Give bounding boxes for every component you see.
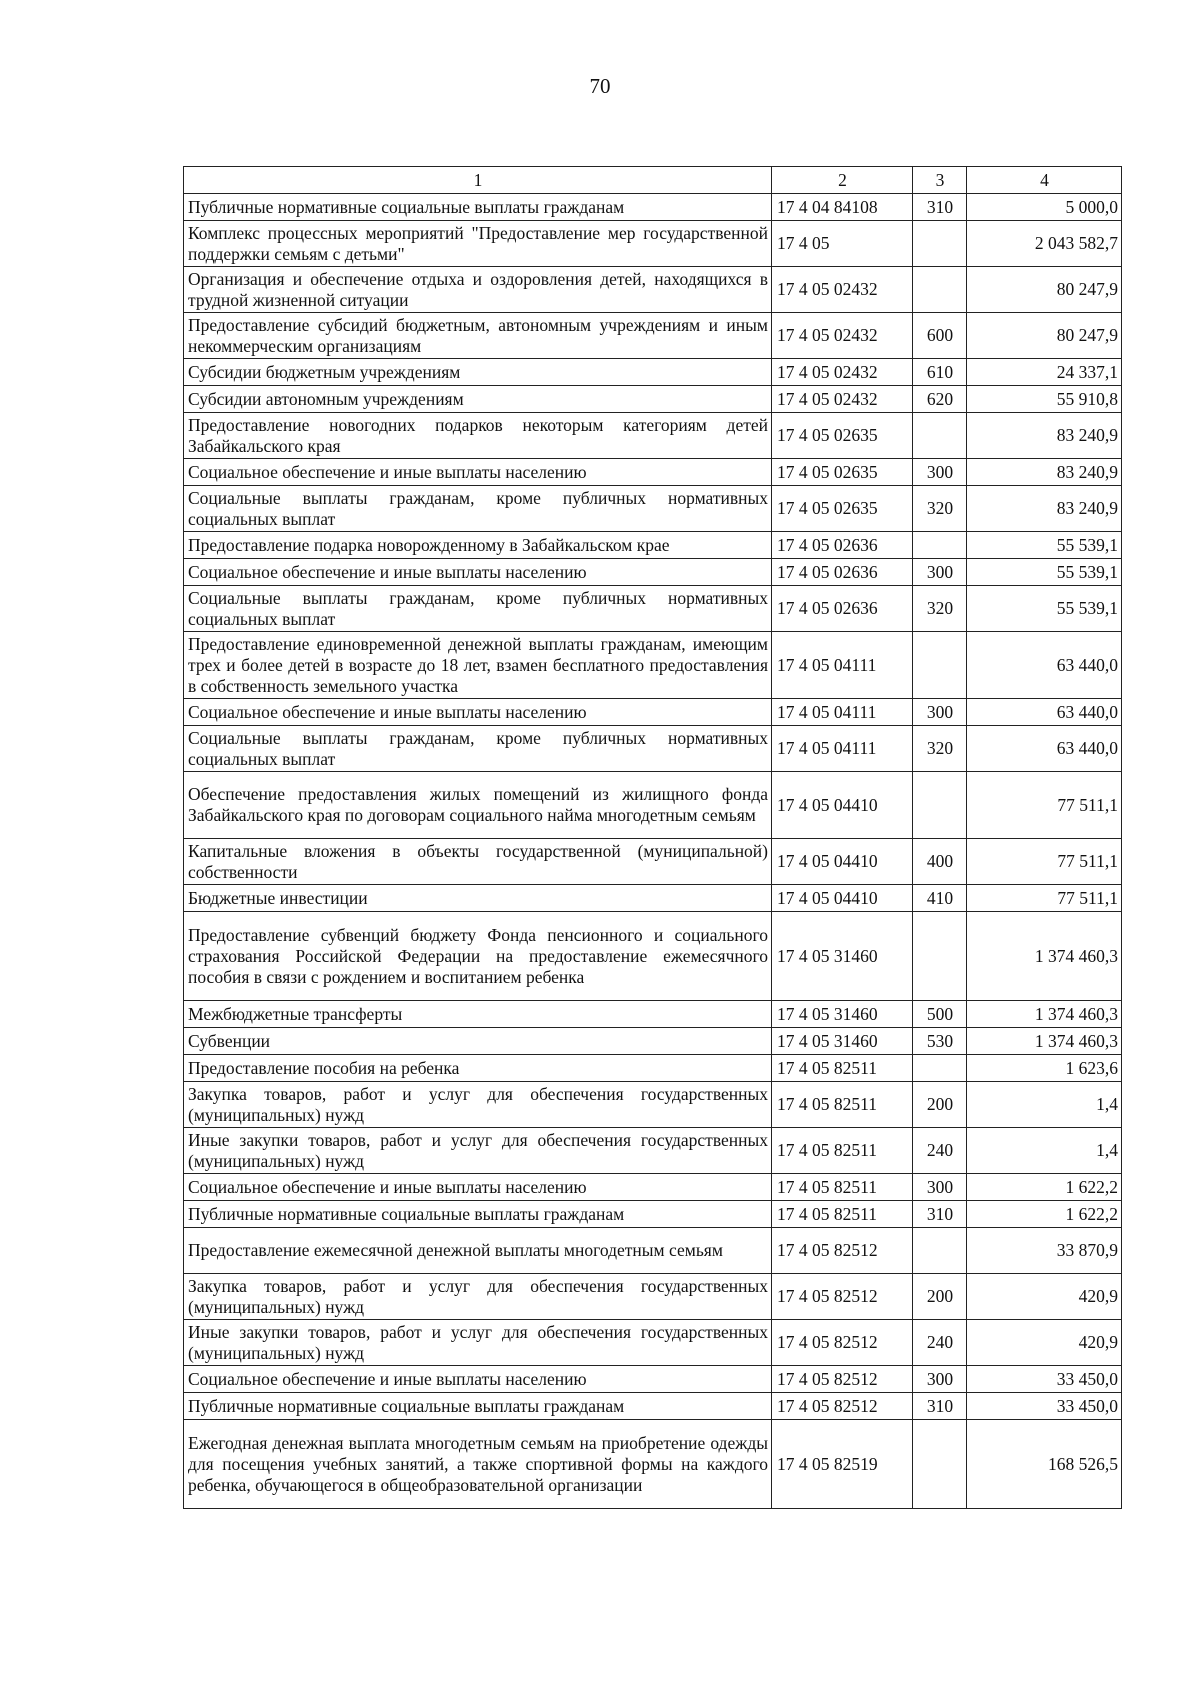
cell-amount: 80 247,9 <box>967 267 1122 313</box>
cell-name: Закупка товаров, работ и услуг для обеспечения государственных (муниципальных) нужд <box>184 1274 772 1320</box>
cell-name: Субвенции <box>184 1028 772 1055</box>
table-row <box>184 221 1122 267</box>
cell-code: 17 4 05 82511 <box>772 1055 913 1082</box>
cell-code: 17 4 05 82512 <box>772 1393 913 1420</box>
cell-amount: 2 043 582,7 <box>967 221 1122 267</box>
cell-code: 17 4 05 31460 <box>772 1001 913 1028</box>
cell-amount: 33 450,0 <box>967 1393 1122 1420</box>
cell-amount: 77 511,1 <box>967 885 1122 912</box>
cell-code: 17 4 05 04111 <box>772 699 913 726</box>
table-row <box>184 1393 1122 1420</box>
cell-kvr: 200 <box>913 1082 967 1128</box>
cell-amount: 83 240,9 <box>967 459 1122 486</box>
cell-name: Иные закупки товаров, работ и услуг для обеспечения государственных (муниципальных) нужд <box>184 1320 772 1366</box>
cell-code: 17 4 05 31460 <box>772 1028 913 1055</box>
cell-name: Предоставление субсидий бюджетным, автономным учреждениям и иным некоммерческим организациям <box>184 313 772 359</box>
table-row <box>184 912 1122 1001</box>
cell-kvr <box>913 532 967 559</box>
table-row <box>184 532 1122 559</box>
cell-code: 17 4 05 02635 <box>772 413 913 459</box>
cell-name: Обеспечение предоставления жилых помещений из жилищного фонда Забайкальского края по договорам социального найма многодетным семьям <box>184 772 772 839</box>
cell-kvr <box>913 632 967 699</box>
table-row <box>184 1001 1122 1028</box>
cell-name: Субсидии автономным учреждениям <box>184 386 772 413</box>
cell-kvr: 500 <box>913 1001 967 1028</box>
cell-kvr <box>913 772 967 839</box>
cell-code: 17 4 04 84108 <box>772 194 913 221</box>
table-row <box>184 699 1122 726</box>
cell-kvr: 200 <box>913 1274 967 1320</box>
cell-kvr: 310 <box>913 1393 967 1420</box>
cell-name: Предоставление подарка новорожденному в Забайкальском крае <box>184 532 772 559</box>
table-row <box>184 1174 1122 1201</box>
cell-code: 17 4 05 82512 <box>772 1320 913 1366</box>
cell-kvr <box>913 1055 967 1082</box>
cell-code: 17 4 05 04111 <box>772 726 913 772</box>
cell-code: 17 4 05 31460 <box>772 912 913 1001</box>
cell-code: 17 4 05 04410 <box>772 772 913 839</box>
cell-name: Предоставление новогодних подарков некоторым категориям детей Забайкальского края <box>184 413 772 459</box>
cell-amount: 77 511,1 <box>967 772 1122 839</box>
cell-amount: 1 623,6 <box>967 1055 1122 1082</box>
cell-name: Предоставление субвенций бюджету Фонда пенсионного и социального страхования Российской Федерации на предоставление ежемесячного пособия в связи с рождением и воспитанием ребенка <box>184 912 772 1001</box>
cell-name: Межбюджетные трансферты <box>184 1001 772 1028</box>
cell-kvr: 320 <box>913 486 967 532</box>
table-row <box>184 772 1122 839</box>
cell-name: Социальное обеспечение и иные выплаты населению <box>184 1366 772 1393</box>
cell-amount: 55 910,8 <box>967 386 1122 413</box>
table-row <box>184 885 1122 912</box>
cell-code: 17 4 05 02636 <box>772 532 913 559</box>
table-row <box>184 1228 1122 1274</box>
cell-name: Социальные выплаты гражданам, кроме публичных нормативных социальных выплат <box>184 486 772 532</box>
budget-table <box>183 166 1122 1509</box>
cell-name: Публичные нормативные социальные выплаты гражданам <box>184 194 772 221</box>
cell-code: 17 4 05 02432 <box>772 267 913 313</box>
cell-amount: 168 526,5 <box>967 1420 1122 1509</box>
cell-kvr: 400 <box>913 839 967 885</box>
cell-name: Предоставление пособия на ребенка <box>184 1055 772 1082</box>
cell-kvr: 240 <box>913 1128 967 1174</box>
column-header-name: 1 <box>184 167 772 194</box>
cell-code: 17 4 05 82511 <box>772 1128 913 1174</box>
cell-kvr: 610 <box>913 359 967 386</box>
cell-name: Социальное обеспечение и иные выплаты населению <box>184 699 772 726</box>
cell-amount: 1 374 460,3 <box>967 1028 1122 1055</box>
table-row <box>184 586 1122 632</box>
cell-amount: 63 440,0 <box>967 726 1122 772</box>
cell-code: 17 4 05 82512 <box>772 1274 913 1320</box>
cell-name: Комплекс процессных мероприятий "Предоставление мер государственной поддержки семьям с детьми" <box>184 221 772 267</box>
cell-amount: 1 374 460,3 <box>967 1001 1122 1028</box>
cell-code: 17 4 05 82511 <box>772 1174 913 1201</box>
table-row <box>184 1201 1122 1228</box>
cell-kvr: 310 <box>913 194 967 221</box>
table-row <box>184 486 1122 532</box>
cell-amount: 1 374 460,3 <box>967 912 1122 1001</box>
cell-kvr: 310 <box>913 1201 967 1228</box>
cell-amount: 83 240,9 <box>967 486 1122 532</box>
table-row <box>184 459 1122 486</box>
cell-code: 17 4 05 02432 <box>772 313 913 359</box>
cell-amount: 1,4 <box>967 1128 1122 1174</box>
cell-kvr: 300 <box>913 1174 967 1201</box>
cell-kvr <box>913 221 967 267</box>
cell-kvr <box>913 267 967 313</box>
table-row <box>184 1420 1122 1509</box>
cell-code: 17 4 05 02432 <box>772 359 913 386</box>
cell-amount: 33 870,9 <box>967 1228 1122 1274</box>
cell-name: Субсидии бюджетным учреждениям <box>184 359 772 386</box>
table-row <box>184 1082 1122 1128</box>
table-row <box>184 1028 1122 1055</box>
cell-name: Социальное обеспечение и иные выплаты населению <box>184 459 772 486</box>
cell-code: 17 4 05 04111 <box>772 632 913 699</box>
cell-amount: 63 440,0 <box>967 632 1122 699</box>
table-row <box>184 1055 1122 1082</box>
cell-name: Ежегодная денежная выплата многодетным семьям на приобретение одежды для посещения учебных занятий, а также спортивной формы на каждого ребенка, обучающегося в общеобразовательной организации <box>184 1420 772 1509</box>
table-row <box>184 1128 1122 1174</box>
table-row <box>184 313 1122 359</box>
table-row <box>184 632 1122 699</box>
cell-amount: 24 337,1 <box>967 359 1122 386</box>
cell-code: 17 4 05 02432 <box>772 386 913 413</box>
cell-kvr <box>913 1420 967 1509</box>
cell-name: Предоставление ежемесячной денежной выплаты многодетным семьям <box>184 1228 772 1274</box>
cell-amount: 5 000,0 <box>967 194 1122 221</box>
cell-code: 17 4 05 82512 <box>772 1228 913 1274</box>
cell-code: 17 4 05 02635 <box>772 486 913 532</box>
cell-name: Капитальные вложения в объекты государственной (муниципальной) собственности <box>184 839 772 885</box>
cell-kvr <box>913 413 967 459</box>
cell-code: 17 4 05 82511 <box>772 1082 913 1128</box>
column-header-kvr: 3 <box>913 167 967 194</box>
cell-kvr: 240 <box>913 1320 967 1366</box>
cell-kvr: 530 <box>913 1028 967 1055</box>
cell-code: 17 4 05 <box>772 221 913 267</box>
cell-amount: 33 450,0 <box>967 1366 1122 1393</box>
cell-amount: 83 240,9 <box>967 413 1122 459</box>
table-row <box>184 839 1122 885</box>
cell-kvr: 320 <box>913 726 967 772</box>
cell-code: 17 4 05 02635 <box>772 459 913 486</box>
cell-kvr: 600 <box>913 313 967 359</box>
cell-name: Социальные выплаты гражданам, кроме публичных нормативных социальных выплат <box>184 586 772 632</box>
cell-amount: 55 539,1 <box>967 586 1122 632</box>
cell-amount: 420,9 <box>967 1274 1122 1320</box>
cell-name: Организация и обеспечение отдыха и оздоровления детей, находящихся в трудной жизненной ситуации <box>184 267 772 313</box>
cell-name: Публичные нормативные социальные выплаты гражданам <box>184 1201 772 1228</box>
cell-amount: 420,9 <box>967 1320 1122 1366</box>
cell-kvr: 300 <box>913 559 967 586</box>
table-row <box>184 1274 1122 1320</box>
column-header-amount: 4 <box>967 167 1122 194</box>
cell-amount: 1,4 <box>967 1082 1122 1128</box>
cell-code: 17 4 05 02636 <box>772 559 913 586</box>
cell-code: 17 4 05 82511 <box>772 1201 913 1228</box>
table-row <box>184 726 1122 772</box>
cell-kvr: 300 <box>913 459 967 486</box>
table-row <box>184 267 1122 313</box>
table-header-row <box>184 167 1122 194</box>
cell-kvr: 320 <box>913 586 967 632</box>
cell-amount: 80 247,9 <box>967 313 1122 359</box>
cell-code: 17 4 05 02636 <box>772 586 913 632</box>
table-row <box>184 1366 1122 1393</box>
cell-name: Бюджетные инвестиции <box>184 885 772 912</box>
cell-code: 17 4 05 82519 <box>772 1420 913 1509</box>
cell-name: Иные закупки товаров, работ и услуг для обеспечения государственных (муниципальных) нужд <box>184 1128 772 1174</box>
cell-kvr: 300 <box>913 1366 967 1393</box>
table-row <box>184 559 1122 586</box>
table-row <box>184 194 1122 221</box>
page-number: 70 <box>589 74 611 98</box>
cell-amount: 1 622,2 <box>967 1174 1122 1201</box>
cell-name: Публичные нормативные социальные выплаты гражданам <box>184 1393 772 1420</box>
table-row <box>184 359 1122 386</box>
cell-kvr: 300 <box>913 699 967 726</box>
cell-code: 17 4 05 04410 <box>772 839 913 885</box>
cell-kvr <box>913 912 967 1001</box>
column-header-code: 2 <box>772 167 913 194</box>
cell-kvr: 620 <box>913 386 967 413</box>
cell-amount: 1 622,2 <box>967 1201 1122 1228</box>
table-row <box>184 1320 1122 1366</box>
cell-amount: 55 539,1 <box>967 559 1122 586</box>
cell-amount: 77 511,1 <box>967 839 1122 885</box>
cell-code: 17 4 05 04410 <box>772 885 913 912</box>
table-row <box>184 413 1122 459</box>
cell-amount: 55 539,1 <box>967 532 1122 559</box>
cell-kvr: 410 <box>913 885 967 912</box>
cell-name: Социальное обеспечение и иные выплаты населению <box>184 559 772 586</box>
cell-name: Социальные выплаты гражданам, кроме публичных нормативных социальных выплат <box>184 726 772 772</box>
cell-name: Социальное обеспечение и иные выплаты населению <box>184 1174 772 1201</box>
cell-amount: 63 440,0 <box>967 699 1122 726</box>
cell-name: Закупка товаров, работ и услуг для обеспечения государственных (муниципальных) нужд <box>184 1082 772 1128</box>
cell-code: 17 4 05 82512 <box>772 1366 913 1393</box>
cell-kvr <box>913 1228 967 1274</box>
table-row <box>184 386 1122 413</box>
cell-name: Предоставление единовременной денежной выплаты гражданам, имеющим трех и более детей в возрасте до 18 лет, взамен бесплатного предоставления в собственность земельного участка <box>184 632 772 699</box>
